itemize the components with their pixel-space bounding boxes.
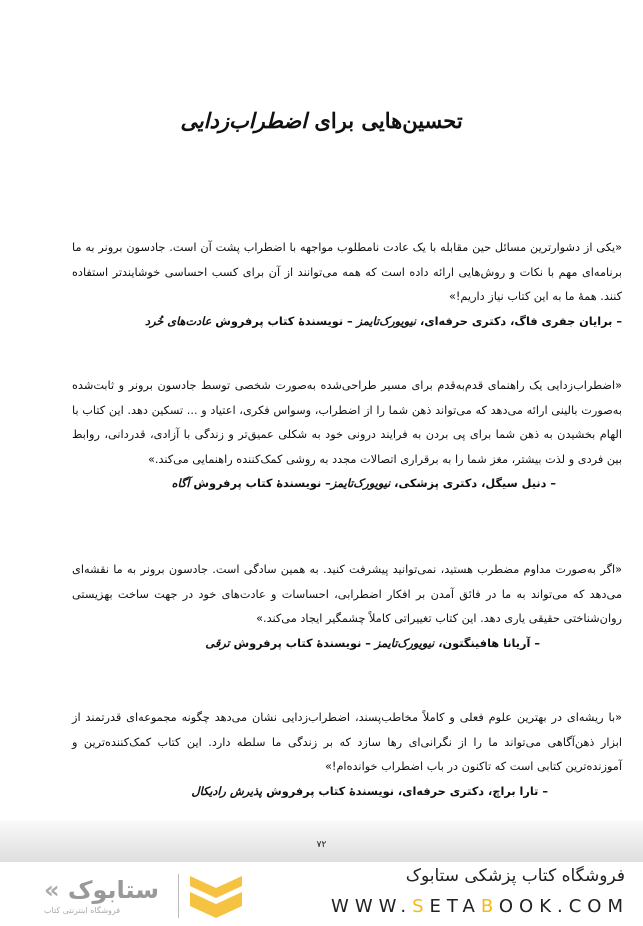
attr-text: – دنیل سیگل، دکتری پزشکی، [390,477,556,490]
quote-3 [72,558,622,656]
attr-book: عادت‌های خُرد [145,314,212,328]
quote-attribution [72,780,622,805]
attr-italic: نیویورک‌تایمز [374,636,435,650]
attr-italic: نیویورک‌تایمز [330,477,391,490]
logo-wordmark: ستابوک [67,876,159,904]
attr-text: – تارا براچ، دکتری حرفه‌ای، نویسندهٔ کتاب پرفروش [262,784,548,798]
attr-text: – نویسندهٔ کتاب پرفروش [211,314,357,328]
attr-text: – آریانا هافینگتون، [434,636,540,650]
title-italic: اضطراب‌زدایی [180,108,308,133]
page-title [0,108,643,133]
url-part: WWW. [331,896,413,917]
store-url[interactable] [331,896,629,917]
url-part: B [480,896,499,917]
quote-2 [72,374,622,497]
quote-text: «اگر به‌صورت مداوم مضطرب هستید، نمی‌توانید پیشرفت کنید. به همین سادگی است. جادسون برونر به ما نقشه‌ای می‌دهد که می‌تواند به ما در فائق آمدن بر افکار اضطرابی، احساسات و عادت‌های خود در جهت ساخت بهزیستی روان‌شناختی حقیقی یاری دهد. این کتاب تغییراتی کاملاً چشمگیر ایجاد می‌کند.» [72,563,622,625]
shop-name: فروشگاه کتاب پزشکی ستابوک [405,866,625,886]
attr-book: آگاه [171,477,190,490]
quote-attribution [72,632,622,657]
logo-divider [178,874,179,918]
logo-text: « ستابوک [44,876,159,904]
attr-italic: نیویورک‌تایمز [356,314,417,328]
attr-text: – نویسندهٔ کتاب پرفروش [229,636,375,650]
url-part: S [412,896,430,917]
quote-4 [72,706,622,804]
quote-text: «با ریشه‌ای در بهترین علوم فعلی و کاملاً مخاطب‌پسند، اضطراب‌زدایی نشان می‌دهد چگونه مجموعه‌ای قدرتمند از ابزار ذهن‌آگاهی می‌تواند ما را از نگرانی‌ای رها سازد که بر زندگی ما سلطه دارد. این کتاب کمک‌کننده‌ترین و آموزنده‌ترین کتابی است که تاکنون در باب اضطراب خوانده‌ام!» [72,711,622,773]
quote-text: «یکی از دشوارترین مسائل حین مقابله با یک عادت نامطلوب مواجهه با اضطراب پشت آن است. جادسون برونر به ما برنامه‌ای مهم با نکات و روش‌هایی ارائه داده است که همه می‌توانند از آن برای کسب احساسی خوشایندتر استفاده کنند. همهٔ ما به این کتاب نیاز داریم!» [72,241,622,303]
store-footer [0,862,643,926]
chevron-logo-icon [188,874,244,920]
setabook-logo [30,870,250,922]
quote-1 [72,236,622,334]
quote-text: «اضطراب‌زدایی یک راهنمای قدم‌به‌قدم برای مسیر طراحی‌شده به‌صورت شخصی توسط جادسون برونر و ثابت‌شده به‌صورت بالینی ارائه می‌دهد که می‌تواند ذهن شما را از اضطراب، وسواس فکری، اعتیاد و ... تسکین دهد. این کتاب با الهام بخشیدن به ذهن شما برای پی بردن به فرایند درونی خود به شکلی عمیق‌تر و زندگی با آزادی، قدردانی، روابط بین فردی و لذت بیشتر، مغز شما را به برقراری اتصالات مجدد به روشی کمک‌کننده راهنمایی می‌کند.» [72,379,622,466]
quote-attribution [72,472,622,497]
url-part: OOK.COM [498,896,629,917]
page-bottom-band [0,820,643,862]
attr-book: ترقی [205,636,230,650]
url-part: ETA [429,896,481,917]
logo-subtitle: فروشگاه اینترنتی کتاب [44,906,121,915]
attr-book: پذیرش رادیکال [191,784,263,798]
attr-text: – برایان جفری فاگ، دکتری حرفه‌ای، [416,314,622,328]
page-number: ۷۲ [316,840,327,850]
attr-text: – نویسندهٔ کتاب پرفروش [189,477,331,490]
quote-attribution [72,310,622,335]
title-text: تحسین‌هایی برای [307,108,463,133]
